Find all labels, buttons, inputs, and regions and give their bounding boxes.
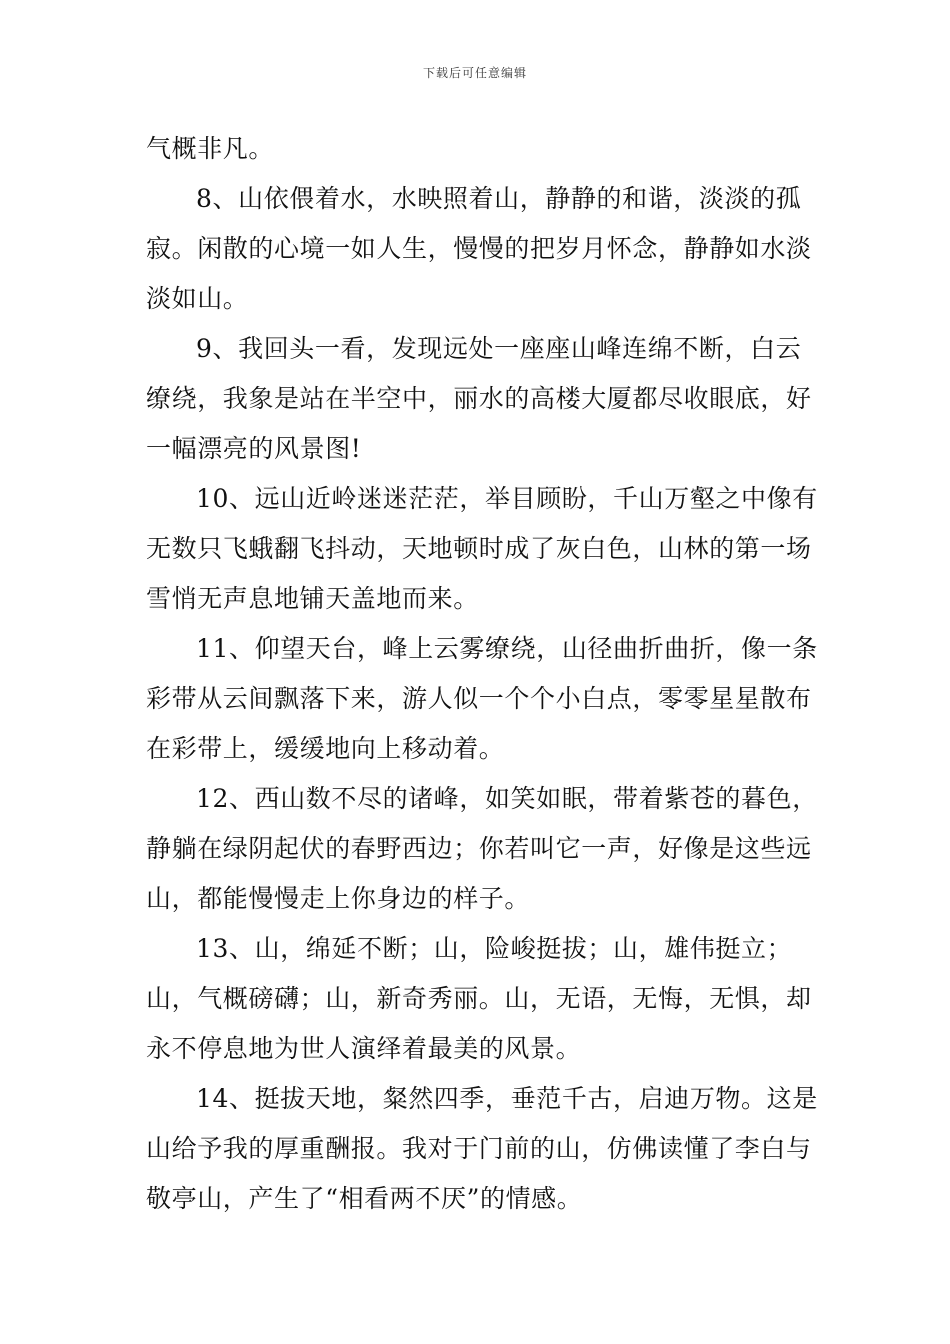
paragraph-item-8: 8、山依偎着水，水映照着山，静静的和谐，淡淡的孤寂。闲散的心境一如人生，慢慢的把岁月怀念，静静如水淡淡如山。 bbox=[146, 184, 812, 313]
paragraph-item-14: 14、挺拔天地，粲然四季，垂范千古，启迪万物。这是山给予我的厚重酬报。我对于门前的山，仿佛读懂了李白与敬亭山，产生了“相看两不厌”的情感。 bbox=[146, 1084, 818, 1213]
paragraph-item-9: 9、我回头一看，发现远处一座座山峰连绵不断，白云缭绕，我象是站在半空中，丽水的高楼大厦都尽收眼底，好一幅漂亮的风景图! bbox=[146, 334, 812, 463]
paragraph-item-10: 10、远山近岭迷迷茫茫，举目顾盼，千山万壑之中像有无数只飞蛾翻飞抖动，天地顿时成了灰白色，山林的第一场雪悄无声息地铺天盖地而来。 bbox=[146, 484, 818, 613]
page-header: 下载后可任意编辑 bbox=[422, 66, 527, 80]
paragraph-item-13: 13、山，绵延不断；山，险峻挺拔；山，雄伟挺立；山，气概磅礴；山，新奇秀丽。山，无语，无悔，无惧，却永不停息地为世人演绎着最美的风景。 bbox=[146, 934, 812, 1063]
paragraph-continuation: 气概非凡。 bbox=[146, 134, 275, 163]
paragraph-item-11: 11、仰望天台，峰上云雾缭绕，山径曲折曲折，像一条彩带从云间飘落下来，游人似一个个小白点，零零星星散布在彩带上，缓缓地向上移动着。 bbox=[146, 634, 818, 763]
paragraph-item-12: 12、西山数不尽的诸峰，如笑如眠，带着紫苍的暮色，静躺在绿阴起伏的春野西边；你若叫它一声，好像是这些远山，都能慢慢走上你身边的样子。 bbox=[146, 784, 818, 913]
document-body bbox=[146, 124, 818, 1224]
